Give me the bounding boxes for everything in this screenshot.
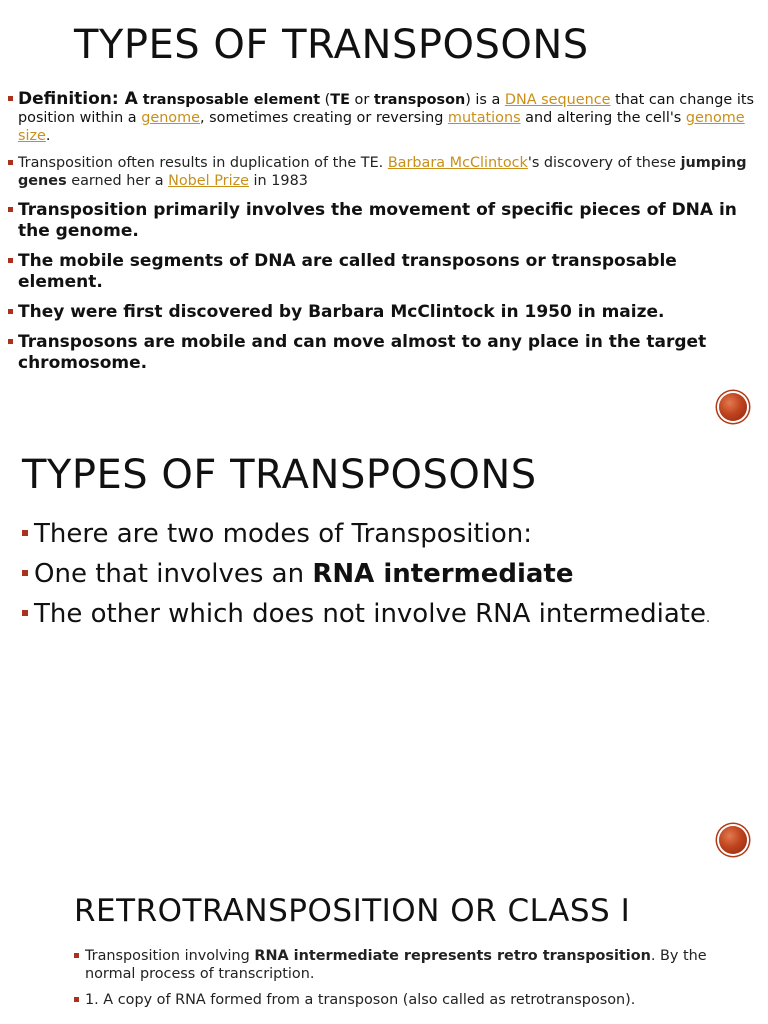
link-mutations[interactable]: mutations xyxy=(447,110,521,126)
bullet-marker xyxy=(8,339,13,344)
mobility-bullet: Transposons are mobile and can move almost to any place in the target chromosome. xyxy=(8,332,756,374)
mobile-segments-bullet: The mobile segments of DNA are called transposons or transposable element. xyxy=(8,251,756,293)
link-dna-sequence[interactable]: DNA sequence xyxy=(504,92,611,108)
link-genome[interactable]: genome xyxy=(141,110,200,126)
retro-transposition-bullet: Transposition involving RNA intermediate represents retro transposition. By the normal process of transcription. xyxy=(74,947,714,983)
link-barbara-mcclintock[interactable]: Barbara McClintock xyxy=(387,155,528,171)
slide-2 xyxy=(0,440,768,865)
bullet-marker xyxy=(8,207,13,212)
bullet-marker xyxy=(8,309,13,314)
bullet-marker xyxy=(22,530,28,536)
bullet-marker xyxy=(8,160,13,165)
definition-lead: Definition: A xyxy=(18,89,138,109)
slide-nav-orb-icon[interactable] xyxy=(719,393,747,421)
slide-2-bullet-list xyxy=(22,518,742,643)
mcclintock-bullet: Transposition often results in duplication of the TE. Barbara McClintock's discovery of these jumping genes earned her a Nobel Prize in 1983 xyxy=(8,154,756,190)
bullet-marker xyxy=(22,570,28,576)
slide-3-bullet-list xyxy=(74,947,714,1017)
rna-intermediate-bullet: One that involves an RNA intermediate xyxy=(22,558,742,590)
bullet-marker xyxy=(74,997,79,1002)
no-rna-bullet: The other which does not involve RNA intermediate. xyxy=(22,598,742,635)
slide-1-title: TYPES OF TRANSPOSONS xyxy=(74,22,589,68)
slide-3-title: RETROTRANSPOSITION OR CLASS I xyxy=(74,893,631,929)
rna-copy-bullet: 1. A copy of RNA formed from a transposon (also called as retrotransposon). xyxy=(74,991,714,1009)
bullet-marker xyxy=(74,953,79,958)
modes-bullet: There are two modes of Transposition: xyxy=(22,518,742,550)
discovery-bullet: They were first discovered by Barbara McClintock in 1950 in maize. xyxy=(8,302,756,323)
bullet-marker xyxy=(8,96,13,101)
link-genome-size[interactable]: genome size xyxy=(18,110,745,144)
slide-nav-orb-icon[interactable] xyxy=(719,826,747,854)
definition-bullet: Definition: A transposable element (TE or transposon) is a DNA sequence that can change its position within a genome, sometimes creating or reversing mutations and altering the cell's genome size. xyxy=(8,90,756,145)
slide-2-title: TYPES OF TRANSPOSONS xyxy=(22,452,537,498)
bullet-marker xyxy=(8,258,13,263)
link-nobel-prize[interactable]: Nobel Prize xyxy=(168,173,249,189)
slide-1 xyxy=(0,0,768,425)
slide-3 xyxy=(0,878,768,1024)
slide-1-bullet-list xyxy=(8,90,756,383)
bullet-marker xyxy=(22,610,28,616)
transposition-bullet: Transposition primarily involves the movement of specific pieces of DNA in the genome. xyxy=(8,200,756,242)
